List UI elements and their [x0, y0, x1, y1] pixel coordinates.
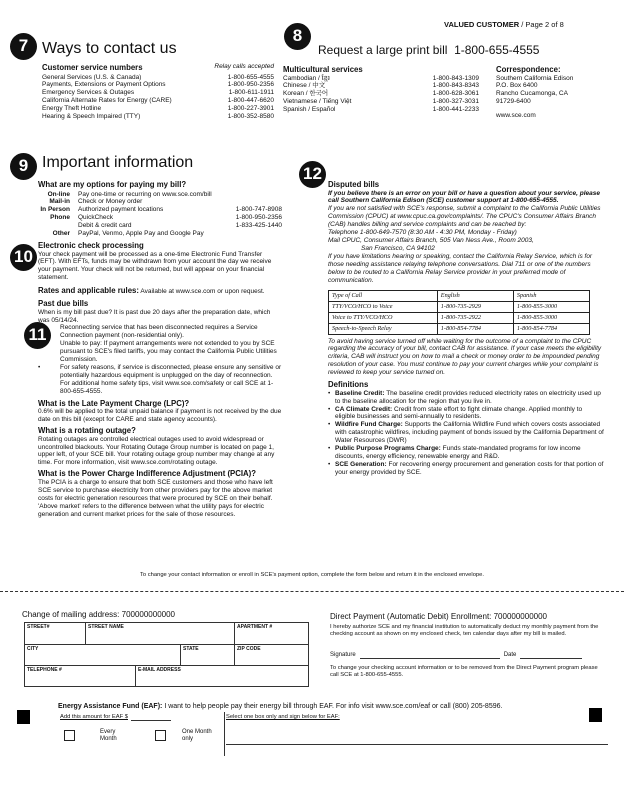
relay-head: Relay calls accepted — [214, 63, 274, 70]
rotating-text: Rotating outages are controlled electrical outages used to avoid widespread or uncontrolled blackouts. Your Rotating Outage Group number is located on page 1, upper left, of your SCE bill. Your rotating outage group number may change at any time. For more information, visit www.sce.com/rotating outage. — [38, 435, 275, 467]
pay-row: In Person Authorized payment locations 1-800-747-8908 — [40, 206, 282, 214]
section-badge-10: 10 — [10, 244, 37, 271]
echeck-heading: Electronic check processing — [38, 241, 144, 251]
city-field[interactable]: CITY — [27, 646, 39, 652]
registration-mark — [17, 710, 30, 724]
contact-row: Emergency Services & Outages 1-800-611-1911 — [42, 89, 274, 97]
date-field[interactable] — [520, 658, 582, 659]
important-left-column — [38, 180, 282, 518]
website-link[interactable]: www.sce.com — [496, 112, 536, 120]
contact-row: Payments, Extensions or Payment Options 1-800-950-2356 — [42, 81, 274, 89]
signature-field[interactable] — [360, 658, 500, 659]
customer-name: VALUED CUSTOMER — [444, 20, 520, 29]
contact-section — [42, 63, 274, 121]
bullet-item: • For safety reasons, if service is disconnected, please ensure any sensitive or potentially hazardous equipment is unplugged on the day of reconnection. For additional home safety tips, visit www.sce.com/safety or call SCE at 1-800-655-4555. — [38, 364, 282, 396]
address-form — [24, 622, 309, 687]
past-due-heading: Past due bills — [38, 299, 89, 309]
past-due-text: When is my bill past due? It is past due 20 days after the preparation date, which was 05/14/24. — [38, 308, 271, 324]
street-number-field[interactable]: STREET# — [27, 624, 50, 630]
relay-table — [328, 290, 590, 335]
apartment-field[interactable]: APARTMENT # — [234, 623, 308, 644]
important-title: Important information — [42, 154, 194, 171]
contact-title: Ways to contact us — [42, 40, 177, 57]
table-row: Type of Call English Spanish — [329, 290, 590, 301]
eaf-amount-field[interactable] — [131, 720, 171, 721]
table-row: Voice to TTY/VCO/HCO 1-800-735-2922 1-800-855-3000 — [329, 312, 590, 323]
eaf-line: Energy Assistance Fund (EAF): I want to help people pay their energy bill through EAF. For info visit www.sce.com/eaf or call (800) 205-8596. — [58, 703, 503, 710]
cab-telephone: Telephone 1-800-649-7570 (8:30 AM - 4:30 PM, Monday - Friday) — [328, 229, 517, 237]
correspondence-title: Correspondence: — [496, 65, 561, 74]
pay-options-table — [38, 191, 282, 239]
tear-line — [0, 591, 624, 592]
definition-item: • Baseline Credit: The baseline credit provides reduced electricity rates on electricity used up to the baseline allocation for the region that you live in. — [328, 390, 604, 406]
language-row: Vietnamese / Tiếng Việt 1-800-327-3031 — [283, 98, 479, 106]
address-change-title: Change of mailing address: 700000000000 — [22, 610, 176, 619]
state-field[interactable]: STATE — [180, 645, 234, 665]
direct-payment-section — [330, 612, 608, 679]
pay-row: Mail-in Check or Money order — [49, 198, 143, 206]
disputed-lead: If you believe there is an error on your bill or have a question about your service, please call Southern California Edison (SCE) customer support at 1-800-655-4555. — [328, 189, 601, 205]
page-header — [444, 20, 564, 29]
page-number: / Page 2 of 8 — [521, 20, 564, 29]
large-print-phone: 1-800-655-4555 — [454, 43, 540, 57]
pay-row: Other PayPal, Venmo, Apple Pay and Google Pay — [52, 230, 204, 238]
direct-payment-text: I hereby authorize SCE and my financial institution to automatically deduct my monthly payment from the checking account as shown on my enclosed check, ten calendar days after my bill is mailed. — [330, 623, 599, 637]
direct-payment-title: Direct Payment (Automatic Debit) Enrollment: 700000000000 — [330, 612, 547, 621]
definition-item: • CA Climate Credit: Credit from state effort to fight climate change. Applied monthly to eligible businesses and semi-annually to residents. — [328, 406, 604, 422]
contact-row: Energy Theft Hotline 1-800-227-3901 — [42, 105, 274, 113]
section-badge-12: 12 — [299, 161, 326, 188]
disputed-heading: Disputed bills — [328, 180, 380, 189]
bullet-item: • Reconnecting service that has been disconnected requires a Service Connection payment (non-residential only). — [38, 324, 282, 340]
language-row: Korean / 한국어 1-800-628-3061 — [283, 90, 479, 98]
section-badge-8: 8 — [284, 23, 311, 50]
zip-field[interactable]: ZIP CODE — [234, 645, 308, 665]
contact-col-head: Customer service numbers — [42, 63, 143, 72]
correspondence-section: Correspondence: Southern California Edison P.O. Box 6400 Rancho Cucamonga, CA 91729-6400 www.sce.com — [496, 65, 606, 120]
table-row: Speech-to-Speech Relay 1-800-854-7784 1-800-854-7784 — [329, 323, 590, 334]
language-row: Cambodian / ខ្មែរ 1-800-843-1309 — [283, 74, 479, 82]
rotating-heading: What is a rotating outage? — [38, 426, 136, 436]
impound-text: To avoid having service turned off while waiting for the outcome of a complaint to the CPUC regarding the accuracy of your bill, contact CAB for assistance. If your case meets the eligibility criteria, CAB will instruct you on how to mail a check or money order to be impounded pending resolution of your case. You must continue to pay your current charges while your complaint is reviewed to keep your service turned on. — [328, 337, 602, 377]
pay-row: On-line Pay one-time or recurring on www.sce.com/bill — [47, 190, 212, 198]
section-badge-11: 11 — [24, 322, 51, 349]
section-badge-9: 9 — [10, 153, 37, 180]
one-month-label: One Month only — [182, 729, 212, 743]
disputed-body: If you are not satisfied with SCE's response, submit a complaint to the California Public Utilities Commission (CPUC) at www.cpuc.ca.gov/complaints/. The CPUC's Consumer Affairs Branch (CAB) handles billing and service complaints and can be reached by: — [328, 205, 601, 229]
important-right-column: Disputed bills If you believe there is an error on your bill or have a question about your service, please call Southern California Edison (SCE) customer support at 1-800-655-4555. If you are not satisfied with SCE's response, submit a complaint to the California Public Utilities Commission (CPUC) at www.cpuc.ca.gov/complaints/. The CPUC's Consumer Affairs Branch (CAB) handles billing and service complaints and can be reached by: Telephone 1-800-649-7570 (8:30 AM - 4:30 PM, Monday - Friday) Mail CPUC, Consumer Affairs Branch, 505 Van Ness Ave., Room 2003, San Francisco, CA 94102 If you have limitations hearing or speaking, contact the California Relay Service, which is for those needing assistance relaying telephone conversations. Dial 711 or one of the numbers below to be routed to a California Relay Service provider in your preferred mode of communication. Type of Call English Spanish TTY/VCO/HCO to Voice 1-800-735-2929 1-800-855-3000 Voice to TTY/VCO/HCO 1-800-735-2922 1-800-855-3000 Speech-to-Speech Relay 1-800-854-7784 1-800-854-7784 To avoid having service turned off while waiting for the outcome of a complaint to the CPUC regarding the accuracy of your bill, contact CAB for assistance. If your case meets the eligibility criteria, CAB will instruct you on how to mail a check or money order to be impounded pending resolution of your case. You must continue to pay your current charges while your complaint is reviewed to keep your service turned on. Definitions • Baseline Credit: The baseline credit provides reduced electricity rates on electricity used up to the baseline allocation for the region that you live in. • CA Climate Credit: Credit from state effort to fight climate change. Applied monthly to eligible businesses and semi-annually to residents. • Wildfire Fund Charge: Supports the California Wildfire Fund which covers costs associated with catastrophic wildfires, including payment of bonds issued by the California Department of Water Resources (DWR) • Public Purpose Programs Charge: Funds state-mandated programs for low income discounts, energy efficiency, renewable energy and R&D. • SCE Generation: For recovering energy procurement and generation costs for that portion of your energy provided by SCE. — [328, 180, 604, 477]
table-row: TTY/VCO/HCO to Voice 1-800-735-2929 1-800-855-3000 — [329, 301, 590, 312]
contact-row: Hearing & Speech Impaired (TTY) 1-800-352-8580 — [42, 113, 274, 121]
rates-line: Rates and applicable rules: Available at www.sce.com or upon request. — [38, 286, 265, 296]
bullet-item: • Unable to pay: If payment arrangements were not extended to you by SCE pursuant to SCE's filed tariffs, you may contact the California Public Utilities Commission. — [38, 340, 282, 364]
eaf-select-text: Select one box only and sign below for EAF: — [226, 714, 340, 720]
cab-mail: Mail CPUC, Consumer Affairs Branch, 505 Van Ness Ave., Room 2003, — [328, 237, 534, 245]
definitions-heading: Definitions — [328, 380, 369, 390]
language-row: Chinese / 中文 1-800-843-8343 — [283, 82, 479, 90]
large-print-title: Request a large print bill 1-800-655-4555 — [318, 43, 540, 57]
definition-item: • Wildfire Fund Charge: Supports the California Wildfire Fund which covers costs associated with catastrophic wildfires, including payment of bonds issued by the California Department of Water Resources (DWR) — [328, 421, 604, 445]
multicultural-section — [283, 65, 479, 114]
eaf-signature-line[interactable] — [226, 744, 608, 745]
relay-text: If you have limitations hearing or speaking, contact the California Relay Service, which is for those needing assistance relaying telephone conversations. Dial 711 or one of the numbers below to be routed to a California Relay Service provider in your preferred mode of communication. — [328, 252, 593, 284]
multicultural-title: Multicultural services — [283, 65, 363, 74]
pay-row: Debit & credit card 1-833-425-1440 — [78, 222, 282, 230]
pcia-text: The PCIA is a charge to ensure that both SCE customers and those who have left SCE service to purchase electricity from other providers pay for the above market costs for electric generation resources that were procured by SCE on their behalf. 'Above market' refers to the difference between what the utility pays for electric generation and current market prices for the sale of those resources. — [38, 478, 273, 518]
pay-row: Phone QuickCheck 1-800-950-2356 — [50, 214, 282, 222]
signature-row: Signature Date — [330, 652, 608, 659]
lpc-text: 0.6% will be applied to the total unpaid balance if payment is not received by the due date on this bill (except for CARE and state agency accounts). — [38, 408, 282, 424]
registration-mark — [589, 708, 602, 722]
pcia-heading: What is the Power Charge Indifference Adjustment (PCIA)? — [38, 469, 257, 479]
contact-row: General Services (U.S. & Canada) 1-800-655-4555 — [42, 73, 274, 81]
eaf-amount-row: Add this amount for EAF $ — [60, 714, 171, 721]
telephone-field[interactable]: TELEPHONE # — [27, 667, 62, 673]
section-badge-7: 7 — [10, 33, 37, 60]
pay-options-heading: What are my options for paying my bill? — [38, 180, 187, 189]
echeck-text: Your check payment will be processed as a one-time Electronic Fund Transfer (EFT). With EFTs, funds may be withdrawn from your account the day we receive your payment. Your check will not be returned, but will appear on your financial statement. — [38, 250, 272, 282]
one-month-checkbox[interactable] — [155, 730, 166, 741]
contact-row: California Alternate Rates for Energy (CARE) 1-800-447-6620 — [42, 97, 274, 105]
street-name-field[interactable]: STREET NAME — [85, 623, 234, 644]
lpc-heading: What is the Late Payment Charge (LPC)? — [38, 398, 190, 408]
form-note: To change your contact information or enroll in SCE's payment option, complete the form below and return it in the enclosed envelope. — [140, 572, 484, 578]
language-row: Spanish / Español 1-800-441-2233 — [283, 106, 479, 114]
definition-item: • SCE Generation: For recovering energy procurement and generation costs for that portion of your energy provided by SCE. — [328, 461, 604, 477]
email-field[interactable]: E-MAIL ADDRESS — [135, 666, 308, 686]
every-month-checkbox[interactable] — [64, 730, 75, 741]
direct-payment-change: To change your checking account information or to be removed from the Direct Payment program please call SCE at 1-800-655-4555. — [330, 665, 598, 679]
every-month-label: Every Month — [100, 729, 117, 743]
definition-item: • Public Purpose Programs Charge: Funds state-mandated programs for low income discounts, energy efficiency, renewable energy and R&D. — [328, 445, 604, 461]
